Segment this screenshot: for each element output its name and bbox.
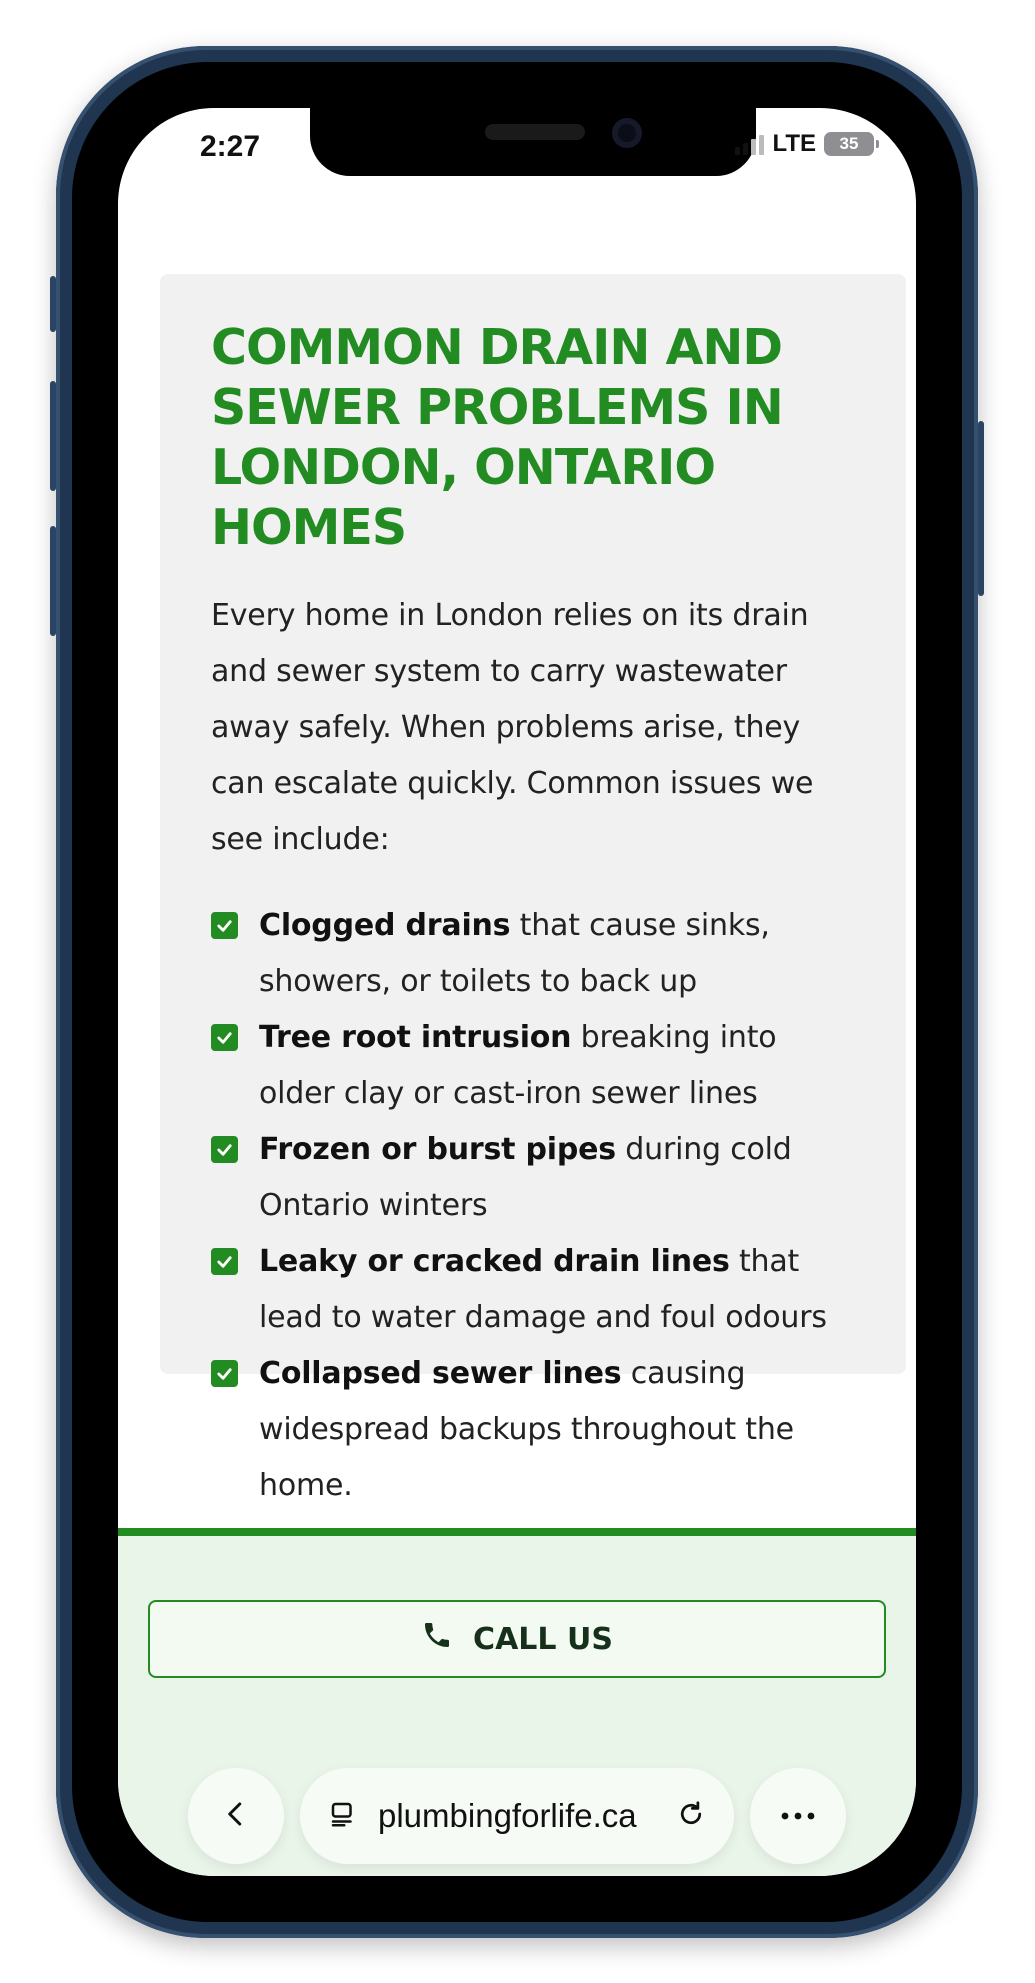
checkbox-checked-icon — [211, 1024, 238, 1051]
back-button[interactable] — [188, 1768, 284, 1864]
checkbox-checked-icon — [211, 1360, 238, 1387]
issue-text: causing widespread backups throughout the home. — [259, 1356, 794, 1503]
status-time: 2:27 — [200, 130, 261, 163]
issue-text: that lead to water damage and foul odours — [259, 1244, 827, 1335]
bezel — [72, 62, 962, 1922]
phone-icon — [421, 1619, 453, 1659]
silent-switch — [50, 276, 56, 332]
sticky-cta-panel — [118, 1528, 916, 1876]
issue-text: breaking into older clay or cast-iron sewer lines — [259, 1020, 777, 1111]
issue-text: that cause sinks, showers, or toilets to back up — [259, 908, 770, 999]
screen — [118, 108, 916, 1876]
list-item — [211, 1346, 856, 1514]
battery-level: 35 — [839, 134, 859, 153]
article-title: COMMON DRAIN AND SEWER PROBLEMS IN LONDON, ONTARIO HOMES — [211, 319, 783, 556]
checkbox-checked-icon — [211, 1136, 238, 1163]
chevron-left-icon — [221, 1799, 251, 1833]
list-item — [211, 1010, 856, 1122]
signal-icon — [735, 133, 764, 155]
volume-down-button — [50, 526, 56, 636]
status-indicators — [735, 130, 874, 158]
checkbox-checked-icon — [211, 912, 238, 939]
notch — [310, 108, 756, 176]
power-button — [978, 421, 984, 596]
call-us-label: CALL US — [473, 1621, 613, 1657]
issues-list — [211, 898, 856, 1514]
issue-title: Tree root intrusion — [259, 1020, 572, 1055]
article-intro: Every home in London relies on its drain and sewer system to carry wastewater away safely. When problems arise, they can escalate quickly. Common issues we see include: — [211, 598, 814, 857]
list-item — [211, 1122, 856, 1234]
issue-title: Clogged drains — [259, 908, 511, 943]
address-bar[interactable] — [300, 1768, 734, 1864]
reader-icon[interactable] — [328, 1799, 358, 1833]
list-item — [211, 898, 856, 1010]
network-label: LTE — [772, 130, 816, 157]
call-us-button[interactable] — [148, 1600, 886, 1678]
speaker-grille — [485, 124, 585, 140]
issue-title: Collapsed sewer lines — [259, 1356, 622, 1391]
volume-up-button — [50, 381, 56, 491]
issue-text: during cold Ontario winters — [259, 1132, 792, 1223]
battery-icon — [824, 132, 874, 156]
front-camera — [612, 118, 642, 148]
issue-title: Frozen or burst pipes — [259, 1132, 616, 1167]
list-item — [211, 1234, 856, 1346]
checkbox-checked-icon — [211, 1248, 238, 1275]
reload-icon[interactable] — [676, 1799, 706, 1833]
article-card — [160, 274, 906, 1503]
issue-title: Leaky or cracked drain lines — [259, 1244, 730, 1279]
more-icon — [778, 1807, 818, 1826]
more-button[interactable] — [750, 1768, 846, 1864]
browser-toolbar — [188, 1768, 846, 1864]
url-text[interactable]: plumbingforlife.ca — [378, 1797, 637, 1834]
phone-frame — [56, 46, 978, 1938]
